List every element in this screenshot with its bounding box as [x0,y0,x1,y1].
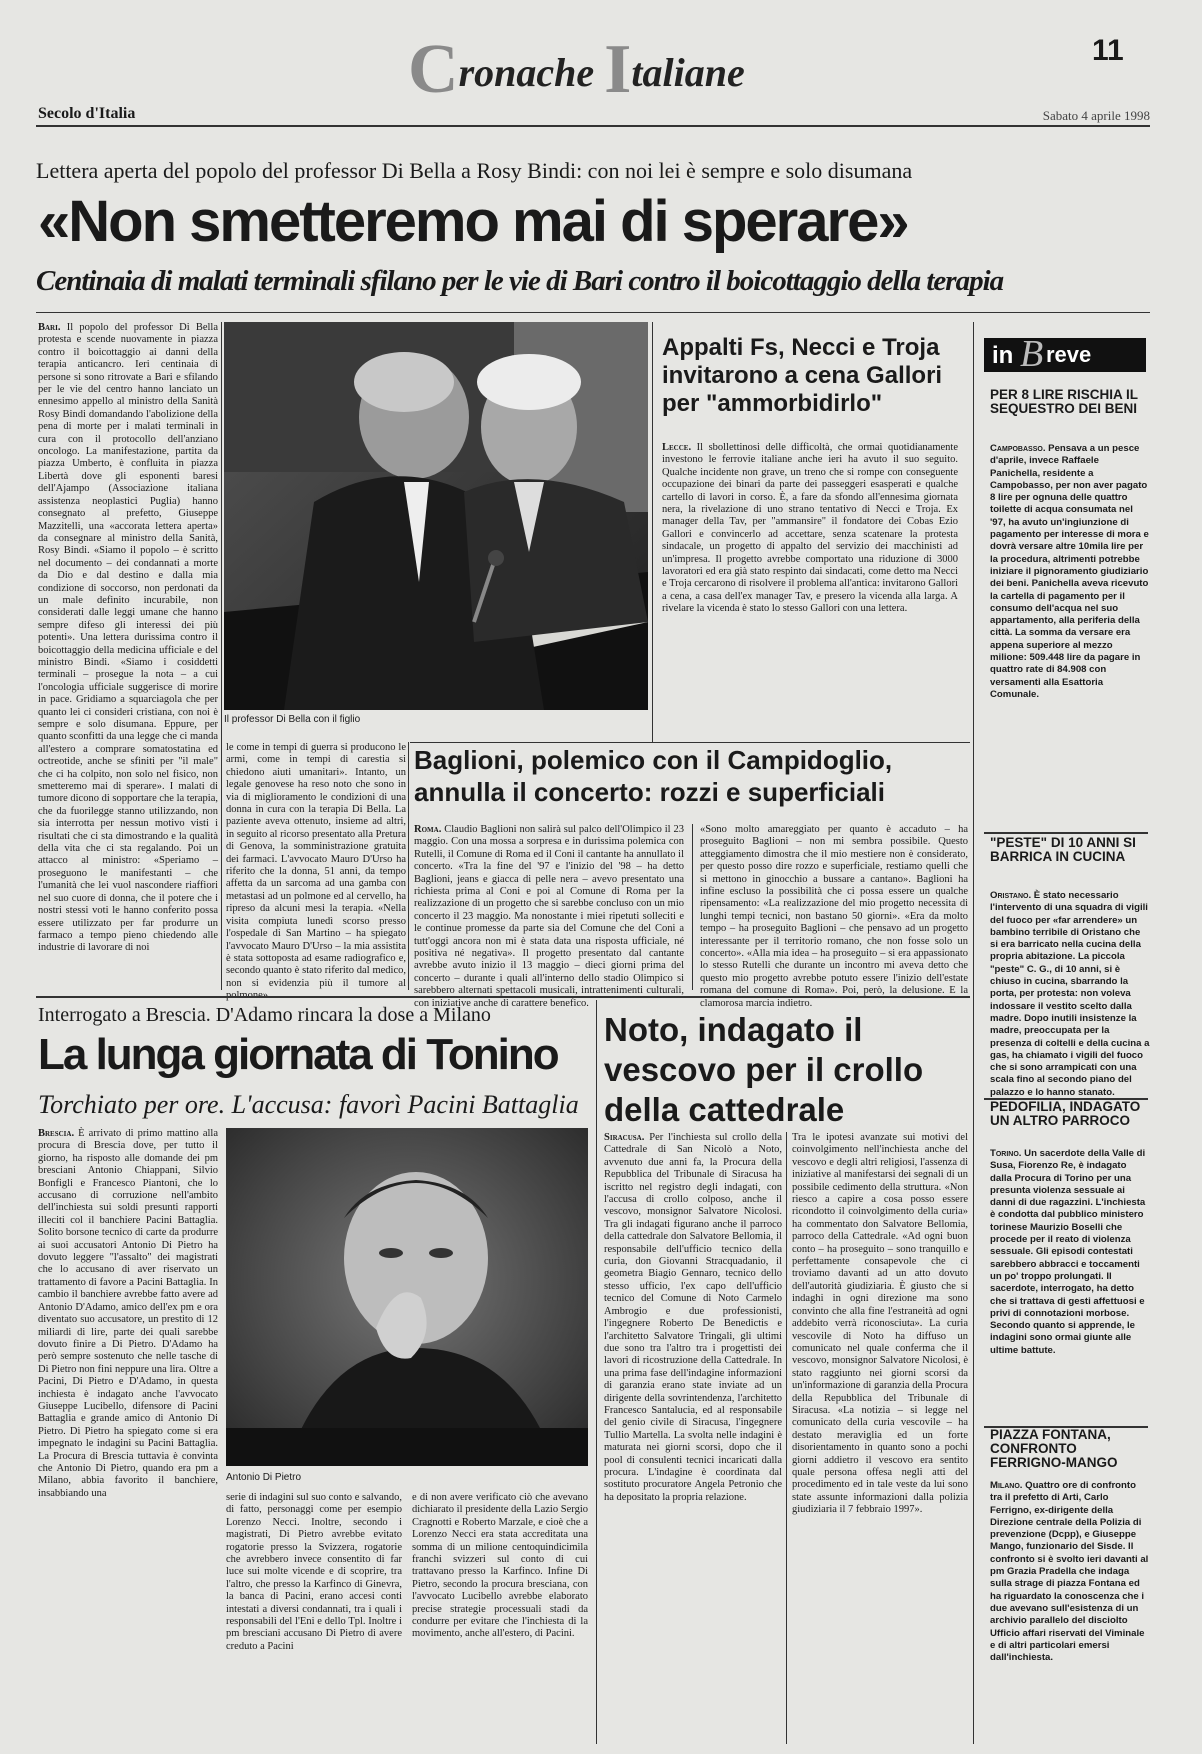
brief-body-2 [990,890,1150,1192]
noto-headline: Noto, indagato il vescovo per il crollo della cattedrale [604,1011,924,1128]
brief-text-1: Pensava a un pesce d'aprile, invece Raffaele Panichella, residente a Campobasso, per non aver pagato 8 lire per ognuna delle quattro toilette di acqua consumata nel '97, ha avuto un'ingiunzione di pagamento per interesse di mora e dovrà versare altre 10mila lire per la procedura, altrimenti potrebbe iniziare il pignoramento giudiziario dei beni. Panichella aveva ricevuto la cartella di pagamento per il consumo dell'acqua nel suo appartamento, alla periferia della città. La somma da versare era appena superiore al mezzo milione: 509.448 lire da pagare in quattro rate di 84.908 con versamenti alla Esattoria Comunale. [990,443,1149,700]
appalti-left-rule [652,322,653,742]
noto-col-rule [786,1132,787,1744]
tonino-subhead: Torchiato per ore. L'accusa: favorì Pacini Battaglia [38,1090,579,1119]
brevi-logo-in: in [992,342,1014,369]
lead-col2-rule [408,742,409,990]
brief-text-3: Un sacerdote della Valle di Susa, Fiorenzo Re, è indagato dalla Procura di Torino per una presunta violenza sessuale ai danni di due ragazzini. L'inchiesta è condotta dal pubblico ministero torinese Maurizio Boselli che procede per il reato di violenza sessuale. Gli episodi contestati sarebbero abbracci e toccamenti un po' troppo prolungati. Il sacerdote, interrogato, ha detto che si trattava di gesti affettuosi e privi di connotazioni morbose. Secondo quanto si apprende, le indagini sono ormai giunte alle ultime battute. [990,1148,1146,1356]
brevi-logo-rest: reve [1046,342,1092,367]
tonino-headline: La lunga giornata di Tonino [38,1030,558,1079]
section-title [408,30,745,108]
tonino-photo-caption: Antonio Di Pietro [226,1472,302,1483]
section-title-cap-c: C [408,31,459,108]
tonino-photo [226,1128,588,1466]
tonino-body-col3 [412,1492,588,1744]
brief-rule-2 [984,832,1148,834]
bottom-section-rule [36,996,970,998]
noto-body-col1 [604,1132,782,1744]
brevi-logo-b: B [1020,333,1044,375]
appalti-text: Il sbollettinosi delle difficoltà, che ormai quotidianamente investono le ferrovie italiane anche ieri ha avuto il suo seguito. Qualche incidente non grave, un treno che si rompe con conseguente occupazione dei binari da parte dei passeggeri esasperati e qualche cartello di lavori in corso. È, a fare da sfondo all'ennesima giornata nera, la rivelazione di uno strano tentativo di Necci e Troja. Ex manager della Tav, per "ammansire" il fondatore dei Cobas Ezio Gallori e convincerlo ad accettare, senza scatenare la protesta sindacale, un progetto di appalto del servizio dei macchinisti ad un'impresa. Il progetto avrebbe comportato una riduzione di 3000 lavoratori ed era già stato respinto dai sindacati, come detto ma Necci e Troja cercarono di risolvere il problema all'antica: invitarono Gallori a cena, a casa dell'ex manager Tav, e presero la vicenda alla larga. A rivelare la vicenda è stato lo stesso Gallori con una lettera. [662,442,958,615]
brief-title-3: PEDOFILIA, INDAGATO UN ALTRO PARROCO [990,1099,1141,1128]
lead-text-col1: Il popolo del professor Di Bella protesta e scende nuovamente in piazza contro il boicottaggio ai danni della terapia anticancro. Ieri centinaia di persone si sono ritrovate a Bari e sfilando per le vie del centro hanno lanciato un ennesimo appello al ministro della Sanità Rosy Bindi domandando l'abolizione della pena di morte per i malati terminali in cura con il protocollo dell'anziano oncologo. La manifestazione, partita da piazza Umberto, è confluita in piazza Libertà dove gli esponenti baresi dell'Ajampo (Associazione italiana assistenza neoplastici Puglia) hanno consegnato al prefetto, Giuseppe Mazzitelli, una «accorata lettera aperta» da consegnare al ministro della Sanità, Rosy Bindi. «Siamo il popolo – è scritto nel documento – dei condannati a morte da Dio e dal destino e dalla mia condizione di soccorso, non perdonati da un male definito incurabile, non considerati dalle leggi umane che hanno sempre difeso gli interessi dei più potenti». Una lettera durissima contro il boicottaggio della medicina ufficiale e del ministro Bindi. «Siamo i cosiddetti terminali – prosegue la nota – a cui l'oncologia ufficiale suggerisce di morire in pace. Gridiamo a squarciagola che per quanto lei ci consideri cristiana, con noi è sempre e solo disumana. Eppure, per quanto sconfitti da una legge che ci manda all'estero a comprare somatostatina ed octreotide, anche se sfiniti per "il male" che ci ha colpito, non solo nel fisico, non smetteremo mai di sperare». I malati di tumore dicono di sopportare che la terapia, che da fuorilegge stanno utilizzando, non sia interrotta per nessun motivo visti i risultati che ci sta dimostrando e la qualità della vita che ci sta regalando. Poi un attacco al ministro: «Speriamo – proseguono le manifestanti – che l'umanità che lei vuol nascondere riaffiori nel suo cuore di donna, che il potere che i nostri stessi voti le hanno conferito possa essere utilizzato per far produrre un farmaco a tempo pieno chiedendo alle industrie di lavorare di noi [38,322,219,954]
baglioni-dateline: Roma. [414,824,442,835]
lead-body-col1 [38,322,218,990]
brief-body-3 [990,1148,1150,1418]
appalti-headline: Appalti Fs, Necci e Troja invitarono a cena Gallori per "ammorbidirlo" [662,334,943,417]
tonino-text-col1: È arrivato di primo mattino alla procura di Brescia dove, per tutto il giorno, ha risposto alle domande dei pm bresciani Antonio Chiappani, Silvio Bonfigli e Francesco Piantoni, che lo accusano di corruzione nell'ambito dell'inchiesta sui soldi presunti rapporti illeciti col il banchiere Pacini Battaglia. Solito borsone tecnico di carte da produrre ai suoi accusatori Antonio Di Pietro ha dovuto leggere "l'assalto" dei magistrati che lo accusano di aver riservato un trattamento di favore a Pacini Battaglia. In cambio il banchiere avrebbe fatto avere ad Antonio D'Adamo, amico dell'ex pm e ora diventato suo accusatore, un prestito di 12 miliardi di lire, parte dei quali sarebbe dovuto finire a Di Pietro. D'Adamo ha però sempre sostenuto che nelle tasche di Di Pietro non fini neppure una lira. Oltre a Pacini, Di Pietro e D'Adamo, in questa inchiesta è indagato anche l'avvocato Giuseppe Lucibello, difensore di Pacini Battaglia e grande amico di Antonio Di Pietro. Di Pietro ha spiegato come si era impegnato le indagini su Pacini Battaglia. La Procura di Brescia tuttavia è convinta che Antonio Di Pietro, quando era pm a Milano, abbia favorito il banchiere, insabbiando una [38,1128,219,1499]
tonino-dateline: Brescia. [38,1128,75,1139]
noto-body-col2 [792,1132,968,1744]
tonino-text-col2: serie di indagini sul suo conto e salvando, di fatto, personaggi come per esempio Lorenzo Necci. Inoltre, secondo i magistrati, Di Pietro avrebbe evitato rogatorie presso la Svizzera, rogatorie che avrebbero invece consentito di far luce sui molte vicende e di scoprire, tra l'altro, che presso la Karfinco di Ginevra, la banca di Pacini, erano accesi conti intestati a diversi condannati, tra i quali i responsabili del l'Eni e dello Tpl. Inoltre i pm bresciani accusano Di Pietro di avere creduto a Pacini [226,1492,402,1652]
masthead: Secolo d'Italia [38,105,136,122]
lead-subhead: Centinaia di malati terminali sfilano per le vie di Bari contro il boicottaggio della terapia [36,265,1004,297]
brief-dateline-1: Campobasso. [990,443,1046,454]
brevi-left-rule [973,322,974,1744]
appalti-body [662,442,958,732]
baglioni-text-col1: Claudio Baglioni non salirà sul palco dell'Olimpico il 23 maggio. Con una mossa a sorpresa e in durissima polemica con Rutelli, il Comune di Roma ed il Coni il cantante ha annullato il concerto. «Tra la fine del '97 e l'inizio del '98 – ha detto Baglioni, jeans e giacca di pelle nera – avevo presentato una richiesta prima al Coni e poi al Comune di Roma per la realizzazione di un progetto che si sarebbe concluso con un mio concerto il 23 maggio. Ma nonostante i miei ripetuti solleciti e le continue promesse da parte sia del Comune che del Coni a tutt'oggi ancora non mi è stata data una risposta ufficiale, né positiva né negativa». Il progetto presentato dal cantante avrebbe avuto inizio il 13 maggio – dieci giorni prima del concerto – durante i quali all'interno dello stadio Olimpico si sarebbero alternati spettacoli musicali, intrattenimenti culturali, con iniziative anche di carattere benefico. [414,824,684,1009]
brief-text-4: Quattro ore di confronto tra il prefetto di Arti, Carlo Ferrigno, ex-dirigente della Direzione centrale della Polizia di prevenzione (Dcpp), e Giuseppe Mango, funzionario del Sisde. Il confronto si è svolto ieri davanti al pm Grazia Pradella che indaga sulla strage di piazza Fontana ed ha riguardato la conoscenza che i due avevano sull'esistenza di un archivio parallelo del disciolto Ufficio affari riservati del Viminale e di altri particolari emersi dall'inchiesta. [990,1480,1149,1664]
lead-headline: «Non smetteremo mai di sperare» [38,189,908,254]
tonino-photo-image [226,1128,588,1466]
issue-date: Sabato 4 aprile 1998 [1042,108,1150,123]
section-title-mid: ronache [458,50,605,95]
section-title-end: taliane [631,50,745,95]
baglioni-body-col1 [414,824,684,1009]
section-title-cap-i: I [604,31,632,108]
brief-body-1 [990,443,1150,813]
baglioni-body-col2 [700,824,968,1009]
brief-dateline-4: Milano. [990,1480,1023,1491]
brief-text-2: È stato necessario l'intervento di una squadra di vigili del fuoco per «far arrendere» un bambino terribile di Oristano che si era barricato nella cucina della propria abitazione. La piccola "peste" C. G., di 10 anni, si è chiuso in cucina, sbarrando la porta, per protesta: non voleva indossare il vestito scelto dalla madre. Dopo inutili insistenze la madre, preoccupata per la presenza di coltelli e della cucina a gas, ha chiamato i vigili del fuoco che si sono arrampicati con una scala fino al secondo piano del palazzo e lo hanno stanato. [990,890,1150,1098]
baglioni-top-rule [410,742,970,743]
noto-text-col2: Tra le ipotesi avanzate sui motivi del coinvolgimento nell'inchiesta anche del vescovo e degli altri religiosi, l'assenza di iniziative al manifestarsi dei segnali di un possibile cedimento della struttura. «Non riesco a capire a cosa posso essere ricondotto il coinvolgimento della curia» ha commentato don Salvatore Bellomia, parroco della Cattedrale. «Ad ogni buon conto – ha proseguito – sono tranquillo e perfettamente consapevole che ci troviamo davanti ad un atto dovuto dell'autorità giudiziaria. È giusto che si indaghi in ogni direzione ma sono convinto che alla fine l'estraneità ad ogni addebito verrà riconosciuta». La curia vescovile di Noto ha diffuso un comunicato nel quale conferma che il vescovo, monsignor Salvatore Nicolosi, è stato raggiunto nei giorni scorsi da un'informazione di garanzia della Procura della Repubblica del Tribunale di Siracusa. «La notizia – si legge nel comunicato della curia vescovile – ha destato meraviglia ed un forte disorientamento in quanto sono a pochi giorni addietro il vescovo era sentito quale persona offesa negli atti del procedimento ed in tale veste da lui sono state assunte informazioni dalla polizia giudiziaria il 7 febbraio 1997». [792,1132,968,1516]
brief-title-4: PIAZZA FONTANA, CONFRONTO FERRIGNO-MANGO [990,1427,1118,1470]
noto-dateline: Siracusa. [604,1132,645,1143]
baglioni-col-rule [692,824,693,990]
lead-dateline: Bari. [38,322,61,333]
appalti-dateline: Lecce. [662,442,692,453]
lead-rule [36,312,1150,313]
lead-photo-caption: Il professor Di Bella con il figlio [224,714,361,725]
lead-text-col2: le come in tempi di guerra si producono le armi, come in tempi di carestia si chiedono aiuti umanitari». Intanto, un legale genovese ha reso noto che sono in via di miglioramento le condizioni di una donna in cura con la terapia Di Bella. La paziente aveva ottenuto, insieme ad altri, in seguito al ricorso presentato alla Pretura di Genova, la somministrazione gratuita dei farmaci. L'avvocato Mauro D'Urso ha riferito che la donna, 51 anni, da tempo affetta da un sarcoma ad una gamba con metastasi ad un polmone ed al cervello, ha ripreso da alcuni mesi la terapia. «Nella visita compiuta lunedì scorso presso l'ospedale di San Martino – ha spiegato l'avvocato Mauro D'Urso – la mia assistita è stata sottoposta ad esame radiografico e, secondo quanto è stato riferito dal medico, non si evidenzia più il tumore al [226,742,406,989]
tonino-body-col2 [226,1492,402,1744]
lead-kicker: Lettera aperta del popolo del professor Di Bella a Rosy Bindi: con noi lei è sempre e solo disumana [36,158,913,183]
tonino-kicker: Interrogato a Brescia. D'Adamo rincara la dose a Milano [38,1004,491,1026]
brief-body-4 [990,1480,1150,1744]
baglioni-text-col2: «Sono molto amareggiato per quanto è accaduto – ha proseguito Baglioni – non mi sembra possibile. Questo atteggiamento dimostra che il mio mestiere non è considerato, per questo posso dire rozzo e superficiale, restiamo quelli che si mettono in ginocchio a bussare a cantano». Baglioni ha infine escluso la possibilità che ci possa essere un qualche ripensamento: «La realizzazione del mio progetto necessita di lunghi tempi tecnici, non bastano 50 giorni». «Era da molto tempo – ha proseguito Baglioni – che pensavo ad un progetto interessante per il territorio romano, che non fosse solo un concerto». «Alla mia idea – ha proseguito – si era appassionato lo stesso Rutelli che durante un incontro mi aveva detto che questo mio progetto avrebbe potuto essere l'inizio dell'estate romana del comune di Roma». Poi, però, la delusione. E la clamorosa marcia indietro. [700,824,968,1009]
page-header [0,0,1202,123]
noto-left-rule [596,1000,597,1744]
brief-title-1: PER 8 LIRE RISCHIA IL SEQUESTRO DEI BENI [990,387,1138,416]
tonino-body-col1 [38,1128,218,1744]
lead-col-rule [221,322,222,990]
page-number: 11 [1092,34,1124,67]
brevi-logo [984,333,1146,375]
lead-body-col2 [226,742,406,990]
baglioni-headline: Baglioni, polemico con il Campidoglio, annulla il concerto: rozzi e superficiali [414,745,893,807]
tonino-text-col3: e di non avere verificato ciò che avevano dichiarato il presidente della Lazio Sergio Cragnotti e Roberto Marzale, e cioè che a Lorenzo Necci era stata accreditata una somma di un milione centoquindicimila franchi svizzeri sul conto di cui trattavano presso la Karfinco. Infine Di Pietro, secondo la procura bresciana, con l'avvocato Lucibello avrebbe elaborato precise strategie processuali stadi da condurre per evitare che l'inchiesta di la movimento, anche all'estero, di Pacini. [412,1492,588,1640]
brief-title-2: "PESTE" DI 10 ANNI SI BARRICA IN CUCINA [990,835,1136,864]
brief-dateline-2: Oristano. [990,890,1032,901]
brief-dateline-3: Torino. [990,1148,1022,1159]
noto-text-col1: Per l'inchiesta sul crollo della Cattedrale di San Nicolò a Noto, avvenuto due anni fa, la Procura della Repubblica del Tribunale di Siracusa ha iscritto nel registro degli indagati, con l'accusa di crollo colposo, anche il vescovo, monsignor Salvatore Nicolosi. Tra gli indagati figurano anche il parroco della cattedrale don Salvatore Bellomia, il responsabile dell'ufficio tecnico della curia, don Giovanni Stracquadanio, il geometra Biagio Gennaro, tecnico dello stesso ufficio, l'ex capo dell'ufficio tecnico del Comune di Noto Carmelo Ambrogio e due professionisti, l'ingegnere Roberto De Benedictis e l'architetto Salvatore Tringali, gli ultimi due sono tra l'altro tra i progettisti dei lavori di ricostruzione della Cattedrale. In una prima fase dell'indagine informazioni di garanzia erano state inviate ad un dirigente della sovrintendenza, l'architetto Francesco Santalucia, ed al responsabile del genio civile di Siracusa, l'ingegnere Tullio Martella. La svolta nelle indagini è maturata nei giorni scorsi, dopo che il pool di consulenti tecnici incaricati dalla procura. L'indagine è coordinata dal sostituto procuratore Angela Petronio che ha depositato la propria relazione. [604,1132,782,1503]
header-rule [36,125,1150,127]
lead-photo-image [224,322,648,710]
lead-photo [224,322,648,710]
